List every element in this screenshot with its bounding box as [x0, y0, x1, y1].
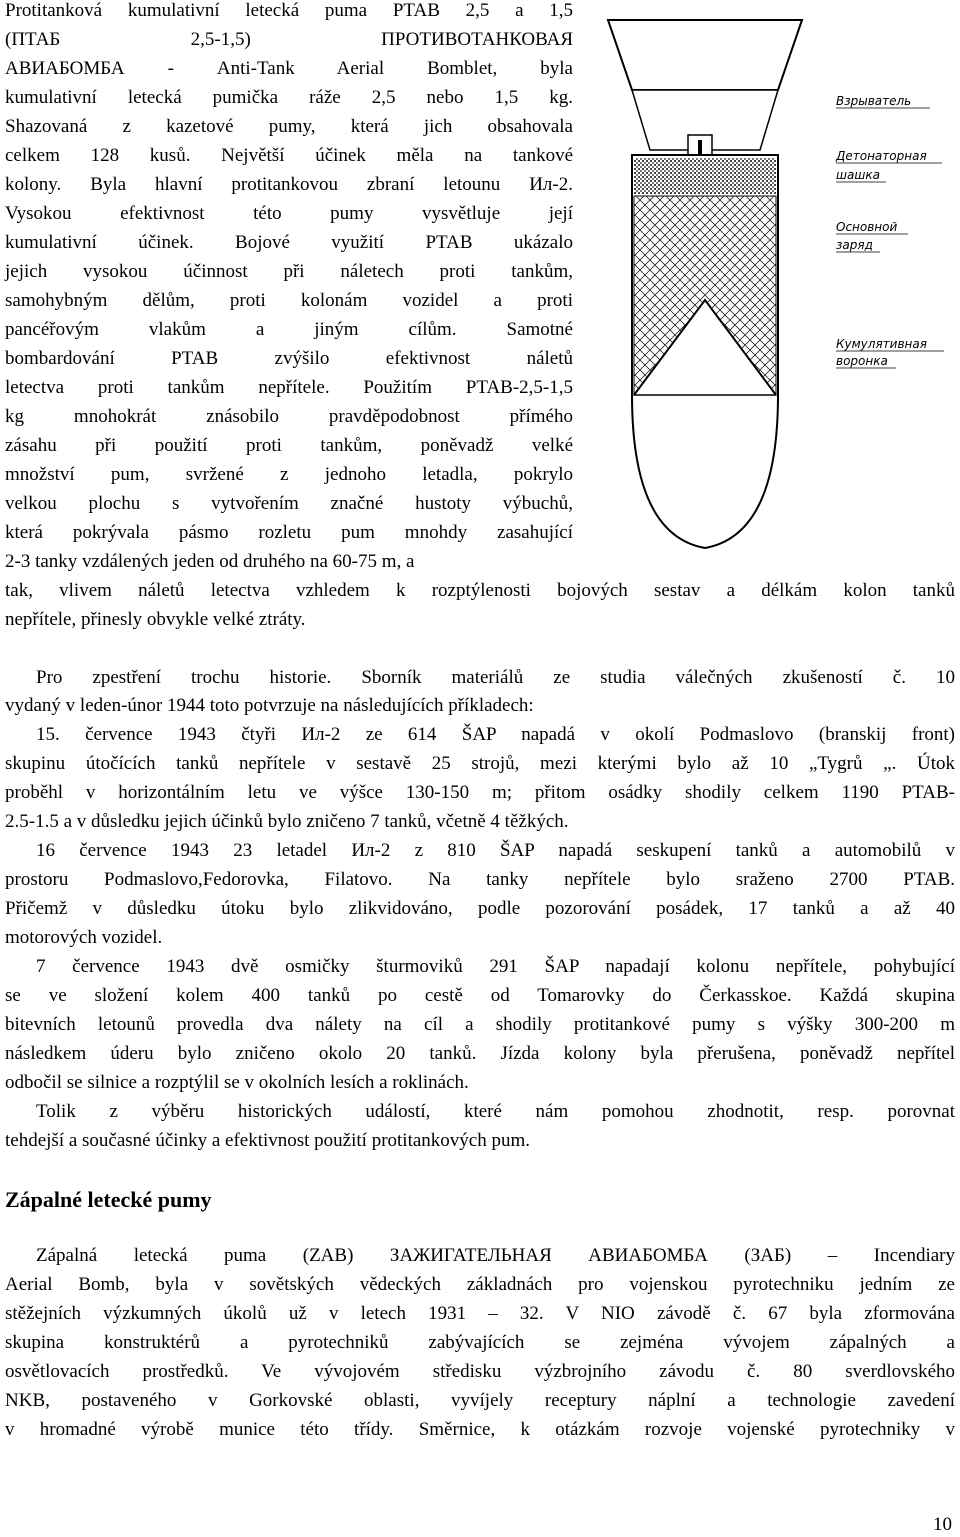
history-line: Přičemž v důsledku útoku bylo zlikvidováno, podle pozorování posádek, 17 tanků a až 40 — [5, 898, 955, 919]
intro-line: kumulativní letecká pumička ráže 2,5 nebo 1,5 kg. — [5, 87, 573, 108]
intro-line: kolony. Byla hlavní protitankovou zbraní letounu Ил-2. — [5, 174, 573, 195]
intro-line: jejich vysokou účinnost při náletech proti tankům, — [5, 261, 573, 282]
intro-line: letectva proti tankům nepřítele. Použitím PTAB-2,5-1,5 — [5, 377, 573, 398]
intro-line: pancéřovým vlakům a jiným cílům. Samotné — [5, 319, 573, 340]
intro-line: Protitanková kumulativní letecká puma PTAB 2,5 a 1,5 — [5, 0, 573, 21]
section-line: Aerial Bomb, byla v sovětských vědeckých základnách pro vojenskou pyrotechniku jedním ze — [5, 1274, 955, 1295]
history-line: následkem úderu bylo zničeno okolo 20 tanků. Jízda kolony byla přerušena, poněvadž nepřítel — [5, 1043, 955, 1064]
section-line: v hromadné výrobě munice této třídy. Směrnice, k otázkám rozvoje vojenské pyrotechniky v — [5, 1419, 955, 1440]
intro-line: bombardování PTAB zvýšilo efektivnost náletů — [5, 348, 573, 369]
intro-line: 2-3 tanky vzdálených jeden od druhého na 60-75 m, a — [5, 551, 415, 572]
intro-line: kg mnohokrát znásobilo pravděpodobnost přímého — [5, 406, 573, 427]
intro-line: kumulativní účinek. Bojové využití PTAB ukázalo — [5, 232, 573, 253]
intro-line: Shazovaná z kazetové pumy, která jich obsahovala — [5, 116, 573, 137]
history-line: skupinu útočících tanků nepřítele v sestavě 25 strojů, mezi kterými bylo až 10 „Tygrů „. Útok — [5, 753, 955, 774]
history-line: 15. července 1943 čtyři Ил-2 ze 614 ŠAP napadá v okolí Podmaslovo (branskij front) — [36, 724, 955, 745]
history-line: se ve složení kolem 400 tanků po cestě od Tomarovky do Čerkasskoe. Každá skupina — [5, 985, 955, 1006]
label-cumulative: Кумулятивная — [836, 337, 927, 351]
history-line: 2.5-1.5 a v důsledku jejich účinků bylo zničeno 7 tanků, včetně 4 těžkých. — [5, 811, 569, 832]
history-line: Tolik z výběru historických událostí, které nám pomohou zhodnotit, resp. porovnat — [36, 1101, 955, 1122]
label-detonator-2: шашка — [836, 168, 880, 182]
history-line: vydaný v leden-únor 1944 toto potvrzuje na následujících příkladech: — [5, 695, 534, 716]
intro-line: velkou plochu s vytvořením značné hustoty výbuchů, — [5, 493, 573, 514]
intro-line: (ПТАБ 2,5-1,5) ПРОТИВОТАНКОВАЯ — [5, 29, 573, 50]
history-line: odbočil se silnice a rozptýlil se v okolních lesích a roklinách. — [5, 1072, 469, 1093]
ptab-bomb-diagram — [590, 0, 960, 560]
history-line: bitevních letounů provedla dva nálety na cíl a shodily protitankové pumy s výšky 300-200 m — [5, 1014, 955, 1035]
label-main-charge-2: заряд — [836, 238, 873, 252]
intro-line: celkem 128 kusů. Největší účinek měla na tankové — [5, 145, 573, 166]
intro-line: nepřítele, přinesly obvykle velké ztráty. — [5, 609, 306, 630]
section-line: Zápalná letecká puma (ZAB) ЗАЖИГАТЕЛЬНАЯ АВИАБОМБА (ЗАБ) – Incendiary — [36, 1245, 955, 1266]
section-line: NKB, postaveného v Gorkovské oblasti, vyvíjely receptury náplní a technologie zavedení — [5, 1390, 955, 1411]
intro-line: zásahu při použití proti tankům, poněvadž velké — [5, 435, 573, 456]
label-main-charge: Основной — [836, 220, 898, 234]
history-line: 16 července 1943 23 letadel Ил-2 z 810 ŠAP napadá seskupení tanků a automobilů v — [36, 840, 955, 861]
history-line: prostoru Podmaslovo,Fedorovka, Filatovo. Na tanky nepřítele bylo sraženo 2700 PTAB. — [5, 869, 955, 890]
label-cumulative-2: воронка — [836, 354, 888, 368]
intro-line: samohybným dělům, proti kolonám vozidel a proti — [5, 290, 573, 311]
intro-line: АВИАБОМБА - Anti-Tank Aerial Bomblet, byla — [5, 58, 573, 79]
history-line: proběhl v horizontálním letu ve výšce 130-150 m; přitom osádky shodily celkem 1190 PTAB- — [5, 782, 955, 803]
section-heading: Zápalné letecké pumy — [5, 1187, 212, 1212]
intro-line: množství pum, svržené z jednoho letadla, pokrylo — [5, 464, 573, 485]
section-line: osvětlovacích prostředků. Ve vývojovém středisku výzbrojního závodu č. 80 sverdlovského — [5, 1361, 955, 1382]
history-line: motorových vozidel. — [5, 927, 163, 948]
history-line: Pro zpestření trochu historie. Sborník materiálů ze studia válečných zkušeností č. 10 — [36, 667, 955, 688]
history-line: 7 července 1943 dvě osmičky šturmoviků 291 ŠAP napadají kolonu nepřítele, pohybující — [36, 956, 955, 977]
label-detonator: Детонаторная — [836, 149, 927, 163]
intro-line: tak, vlivem náletů letectva vzhledem k rozptýlenosti bojových sestav a délkám kolon tanků — [5, 580, 955, 601]
intro-line: Vysokou efektivnost této pumy vysvětluje její — [5, 203, 573, 224]
section-line: skupina konstruktérů a pyrotechniků zabývajících se zejména vývojem zápalných a — [5, 1332, 955, 1353]
page-number: 10 — [933, 1514, 952, 1535]
section-line: stěžejních výzkumných úkolů už v letech 1931 – 32. V NIO závodě č. 67 byla zformována — [5, 1303, 955, 1324]
detonator-charge — [634, 158, 776, 194]
label-fuze: Взрыватель — [836, 94, 912, 108]
history-line: tehdejší a současné účinky a efektivnost použití protitankových pum. — [5, 1130, 531, 1151]
intro-line: která pokrývala pásmo rozletu pum mnohdy zasahující — [5, 522, 573, 543]
tail-fin — [608, 20, 802, 150]
